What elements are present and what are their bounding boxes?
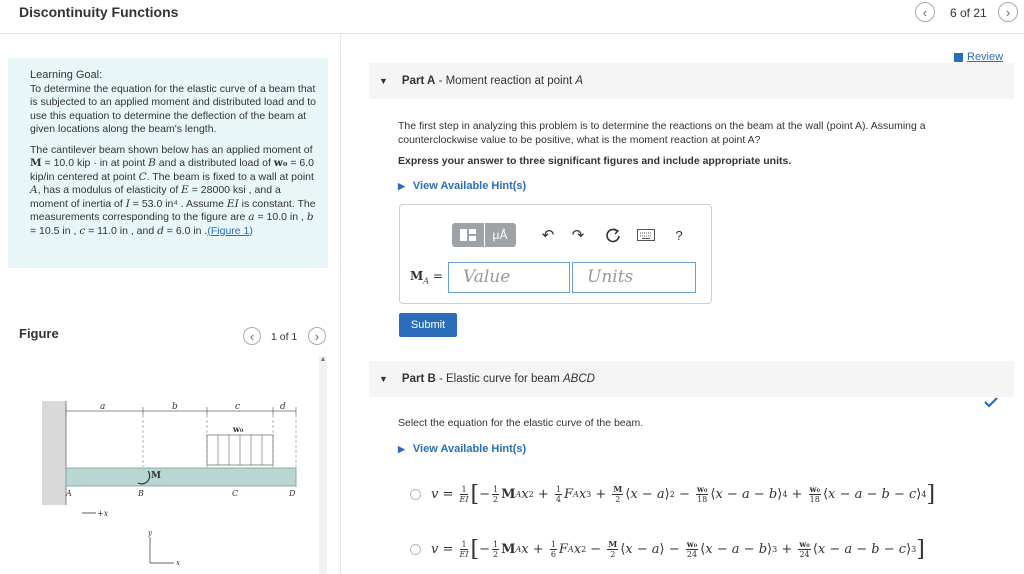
dim-d-label: d [280,402,286,412]
w0-label: w₀ [233,424,244,434]
figure-prev-button[interactable] [243,327,261,345]
y-axis-label: y [148,529,152,537]
value-input[interactable]: Value [448,262,570,293]
figure-scrollbar[interactable] [319,356,327,574]
item-pager: 6 of 21 [950,6,987,20]
template-toolbar-group [452,223,516,247]
wall-support [42,401,66,505]
next-item-button[interactable] [998,2,1018,22]
chevron-left-icon: ‹ [249,328,255,344]
figure-next-button[interactable] [308,327,326,345]
part-b-hint-link[interactable]: ▶ View Available Hint(s) [398,443,527,455]
figure-pager: 1 of 1 [271,331,298,343]
elastic-curve-option-1[interactable]: v = $\frac{1}{EI}$ [ − $\frac{1}{2}$ M A x 2 + $\frac{1}{4}$ F A x 3 + $\frac{M}{2}$ ⟨ x − a ⟩ 2 − $\frac{\text{w₀}}{18}$ ⟨ x − a − b ⟩ 4 + $\frac{\text{w₀}}{18}$ ⟨ x − a − b − c ⟩ 4 ] [410,485,935,504]
units-button[interactable]: μÅ [492,228,508,242]
chevron-right-icon: › [1005,4,1011,20]
caret-down-icon: ▼ [379,76,388,86]
chevron-right-icon: › [314,328,320,344]
submit-button[interactable]: Submit [399,313,457,337]
point-b-label: B [138,489,144,498]
beam [66,468,296,486]
caret-right-icon: ▶ [398,443,405,454]
answer-panel [399,204,712,304]
top-bar [0,0,1024,34]
undo-icon[interactable]: ↶ [541,227,555,244]
elastic-curve-option-2[interactable]: v = $\frac{1}{EI}$ [ − $\frac{1}{2}$ M A x + $\frac{1}{6}$ F A x 2 − $\frac{M}{2}$ ⟨ x − a ⟩ − $\frac{\text{w₀}}{24}$ ⟨ x − a − b ⟩ 3 + $\frac{\text{w₀}}{24}$ ⟨ x − a − b − c ⟩ 3 ] [410,540,925,559]
checkmark-icon [984,396,998,408]
dim-c-label: c [235,402,241,412]
plus-x-label: +x [97,509,109,518]
option-1-radio[interactable] [410,489,421,500]
option-2-radio[interactable] [410,544,421,555]
keyboard-icon[interactable] [636,227,656,243]
units-input[interactable]: Units [572,262,696,293]
part-a-instruction: Express your answer to three significant figures and include appropriate units. [398,155,792,167]
part-b-header[interactable]: ▼ Part B - Elastic curve for beam ABCD [369,361,1014,397]
learning-goal-panel [8,58,328,268]
caret-right-icon: ▶ [398,180,405,191]
page-title: Discontinuity Functions [19,4,179,20]
prev-item-button[interactable] [915,2,935,22]
part-a-header[interactable]: ▼ Part A - Moment reaction at point A [369,63,1014,99]
x-axis-label: x [176,559,180,567]
point-d-label: D [289,489,296,498]
template-icon[interactable] [456,227,480,243]
figure-link[interactable]: (Figure 1) [207,224,253,237]
beam-figure [30,395,315,574]
learning-goal-text: To determine the equation for the elastic curve of a beam that is subjected to an applied moment and distributed load and to use this equation to determine the deflection of the beam at given locations along the beam's length. [30,82,317,135]
chevron-left-icon: ‹ [922,4,928,20]
point-a-label: A [66,489,72,498]
scroll-up-icon[interactable]: ▲ [319,356,327,363]
dim-b-label: b [172,402,178,412]
part-b-question: Select the equation for the elastic curve of the beam. [398,417,644,429]
reset-icon[interactable] [604,226,622,244]
dim-a-label: a [100,402,106,412]
column-divider [340,34,341,574]
review-link[interactable]: Review [954,51,1003,63]
problem-statement: The cantilever beam shown below has an applied moment of M = 10.0 kip · in at point B and a distributed load of w₀ = 6.0 kip/in centered at point C. The beam is fixed to a wall at point A, has a modulus of elasticity of E = 28000 ksi , and a moment of inertia of I = 53.0 in⁴ . Assume EI is constant. The measurements corresponding to the figure are a = 10.0 in , b = 10.5 in , c = 11.0 in , and d = 6.0 in .(Figure 1) [30,143,316,237]
help-button[interactable]: ? [675,227,683,243]
review-icon [954,53,963,62]
part-a-question: The first step in analyzing this problem is to determine the reactions on the beam at the wall (point A). Assuming a counterclockwise value to be positive, what is the moment reaction at point A? [398,120,926,146]
caret-down-icon: ▼ [379,374,388,384]
point-c-label: C [232,489,239,498]
learning-goal-label: Learning Goal: [30,69,103,81]
part-a-hint-link[interactable]: ▶ View Available Hint(s) [398,180,527,192]
redo-icon[interactable]: ↷ [571,227,585,244]
moment-answer-label: $M_A$ = [410,269,443,286]
moment-label: M [151,471,161,481]
figure-title: Figure [19,326,59,341]
